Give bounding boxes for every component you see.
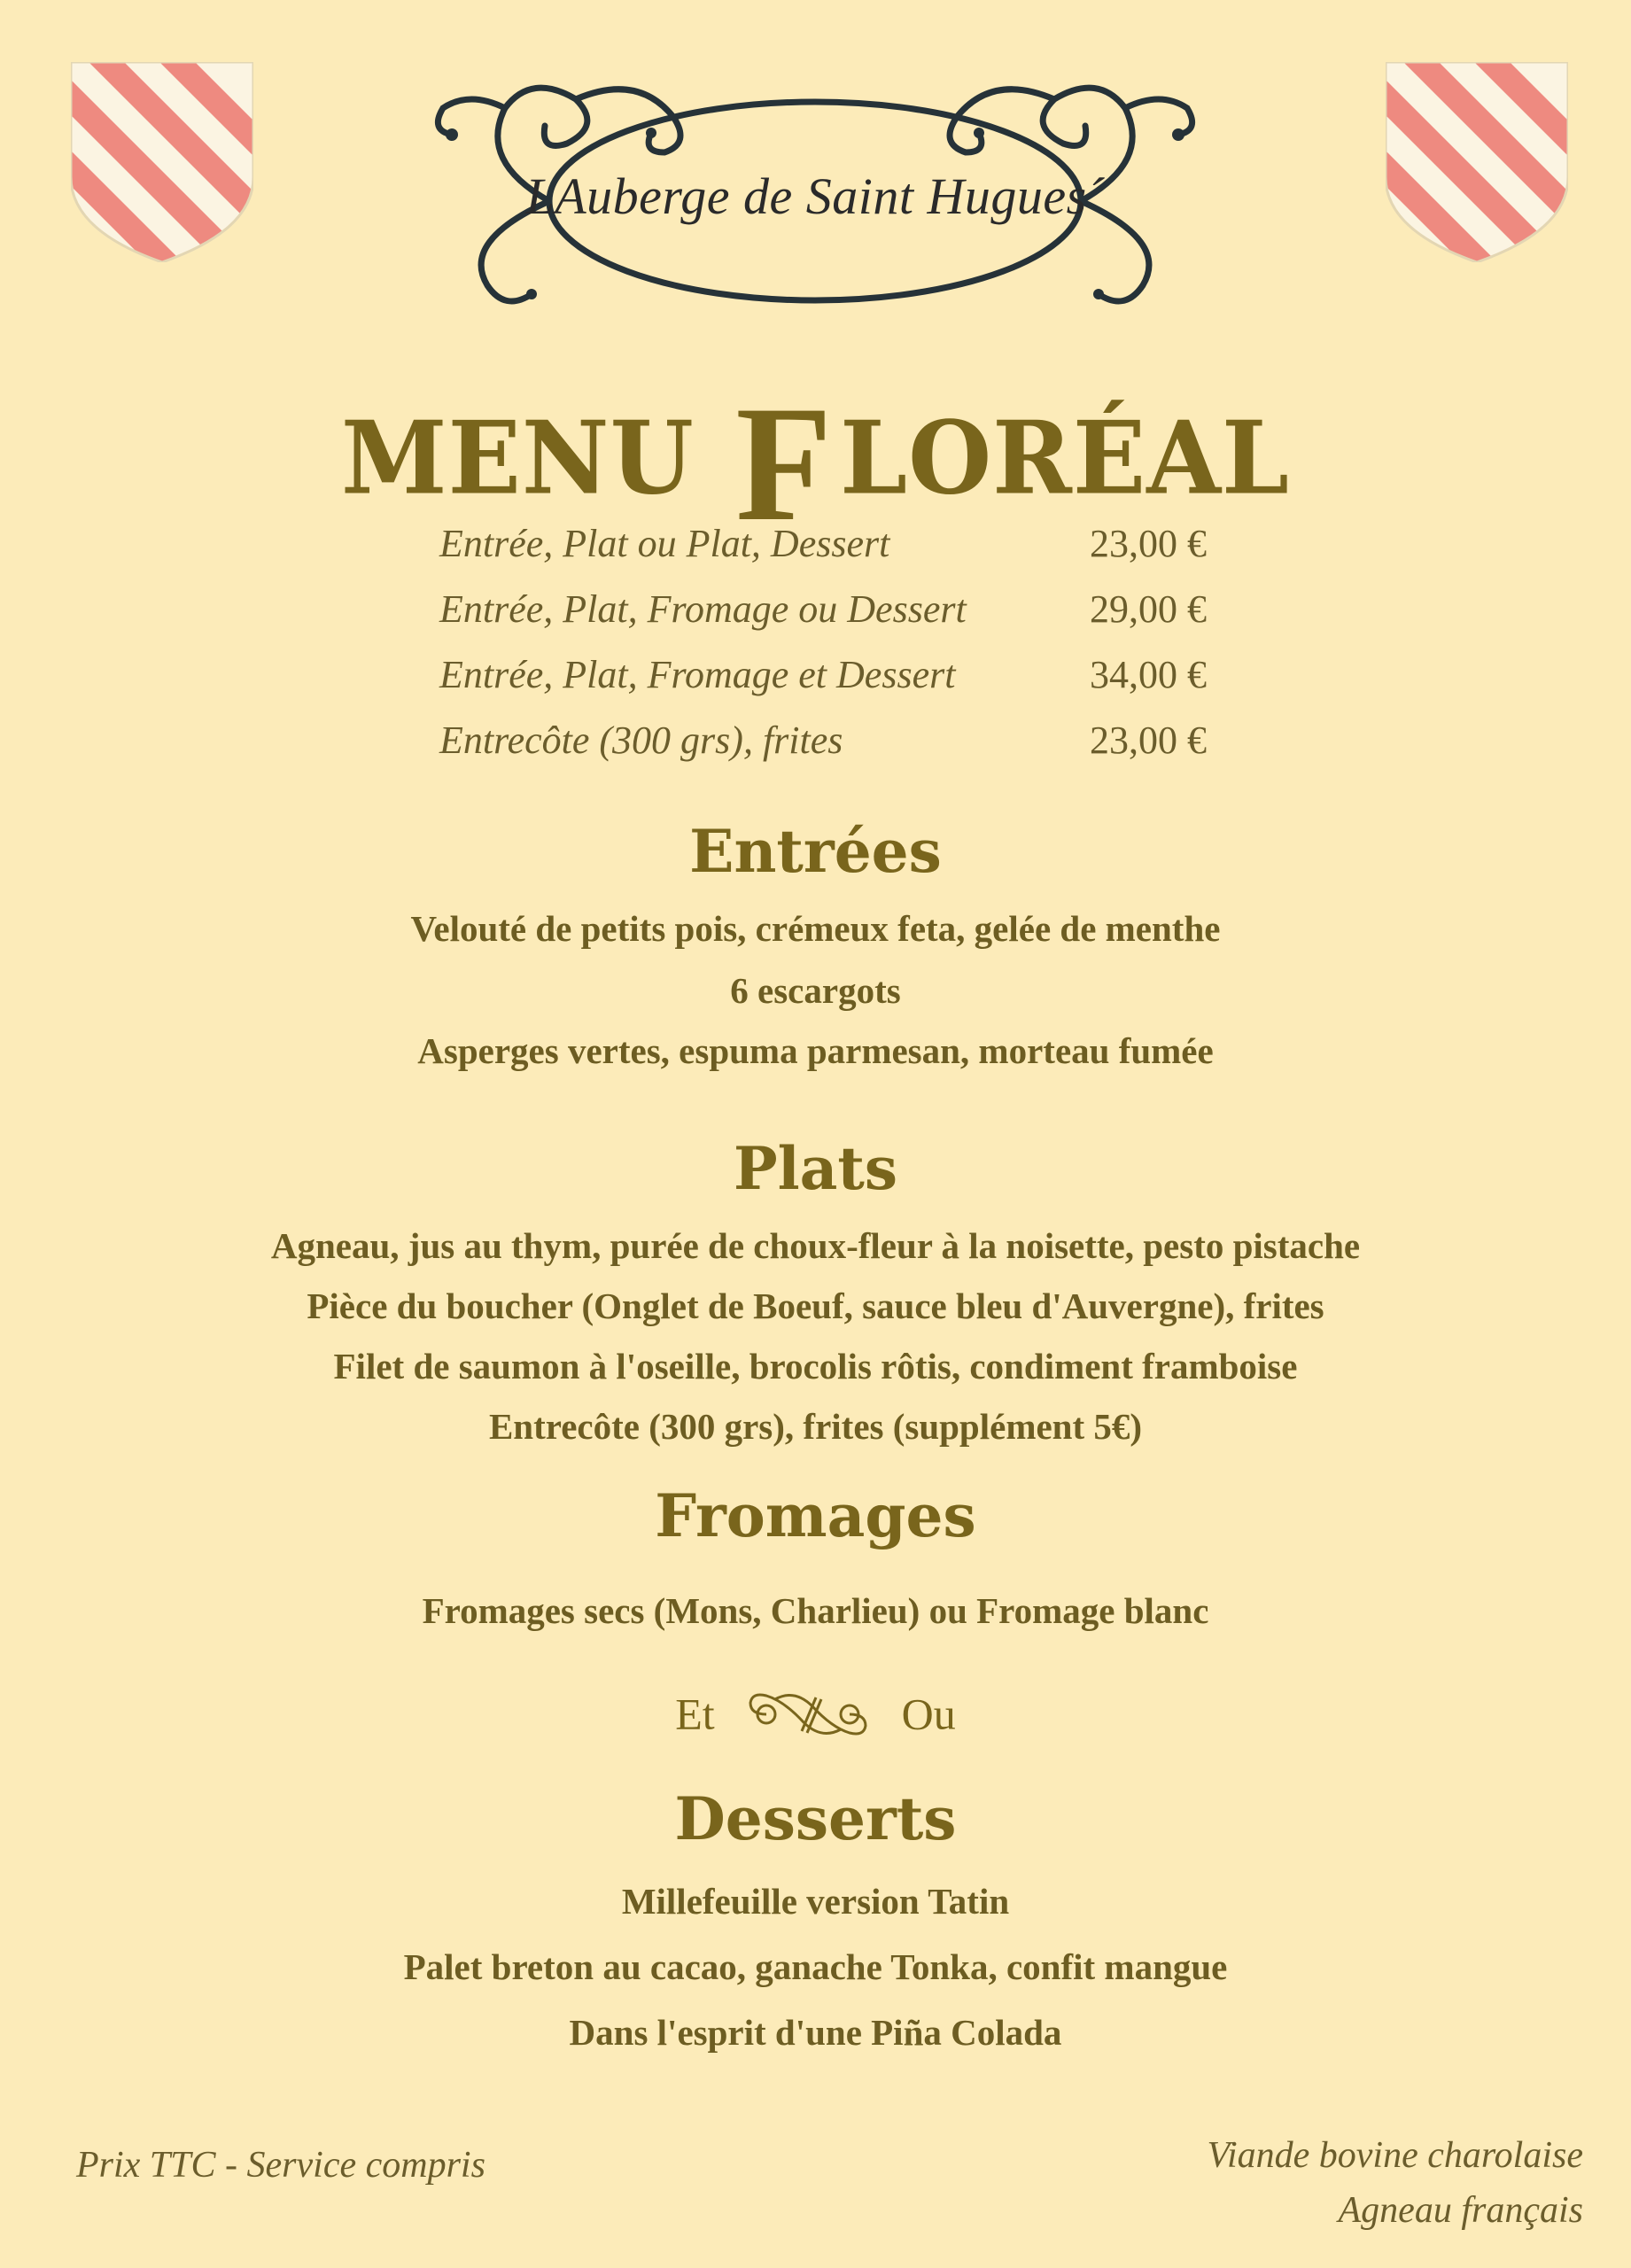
formula-label: Entrée, Plat, Fromage ou Dessert — [439, 587, 967, 631]
section-title-plats: Plats — [733, 1134, 898, 1203]
menu-title-first-word: MENU — [341, 400, 695, 517]
menu-title-rest: LORÉAL — [840, 400, 1290, 517]
plat-item: Pièce du boucher (Onglet de Boeuf, sauce bleu d'Auvergne), frites — [307, 1285, 1324, 1326]
flourish-icon — [742, 1685, 874, 1744]
section-title-desserts: Desserts — [674, 1784, 957, 1853]
left-shield-emblem — [71, 62, 253, 262]
entree-item: 6 escargots — [730, 970, 901, 1011]
et-ou-separator — [0, 1683, 1631, 1744]
formula-row — [439, 586, 1219, 652]
plat-item: Entrecôte (300 grs), frites (supplément 5€) — [488, 1406, 1143, 1447]
restaurant-sign — [425, 64, 1205, 330]
formula-label: Entrée, Plat, Fromage et Dessert — [439, 653, 956, 696]
formula-label: Entrée, Plat ou Plat, Dessert — [439, 522, 890, 565]
fromage-item: Fromages secs (Mons, Charlieu) ou Fromage blanc — [422, 1590, 1209, 1631]
menu-title-drop-letter: F — [735, 371, 834, 555]
formula-price: 23,00 € — [1090, 718, 1207, 762]
dessert-item: Palet breton au cacao, ganache Tonka, confit mangue — [403, 1946, 1228, 1987]
plat-item: Filet de saumon à l'oseille, brocolis rôtis, condiment framboise — [333, 1346, 1298, 1386]
dessert-item: Millefeuille version Tatin — [621, 1881, 1010, 1922]
footer-origin-line: Viande bovine charolaise — [1207, 2135, 1583, 2176]
entree-item: Asperges vertes, espuma parmesan, morteau fumée — [417, 1030, 1214, 1071]
footer-price-note: Prix TTC - Service compris — [76, 2145, 485, 2186]
formula-row — [439, 718, 1219, 783]
formula-price: 23,00 € — [1090, 522, 1207, 565]
plat-item: Agneau, jus au thym, purée de choux-fleur à la noisette, pesto pistache — [270, 1225, 1361, 1266]
formula-price: 34,00 € — [1090, 653, 1207, 696]
section-title-entrees: Entrées — [689, 817, 942, 886]
section-title-fromages: Fromages — [655, 1481, 976, 1550]
formula-price: 29,00 € — [1090, 587, 1207, 631]
footer-origin-note — [1207, 2128, 1583, 2238]
restaurant-name: LAuberge de Saint Hugues´ — [525, 167, 1105, 225]
footer-origin-line: Agneau français — [1338, 2190, 1583, 2231]
separator-left: Et — [675, 1689, 715, 1739]
entree-item: Velouté de petits pois, crémeux feta, gelée de menthe — [410, 908, 1221, 949]
formula-label: Entrecôte (300 grs), frites — [439, 718, 843, 762]
formula-list — [439, 521, 1219, 783]
formula-row — [439, 521, 1219, 586]
right-shield-emblem — [1386, 62, 1568, 262]
formula-row — [439, 652, 1219, 718]
dessert-item: Dans l'esprit d'une Piña Colada — [569, 2012, 1062, 2053]
separator-right: Ou — [901, 1689, 956, 1739]
